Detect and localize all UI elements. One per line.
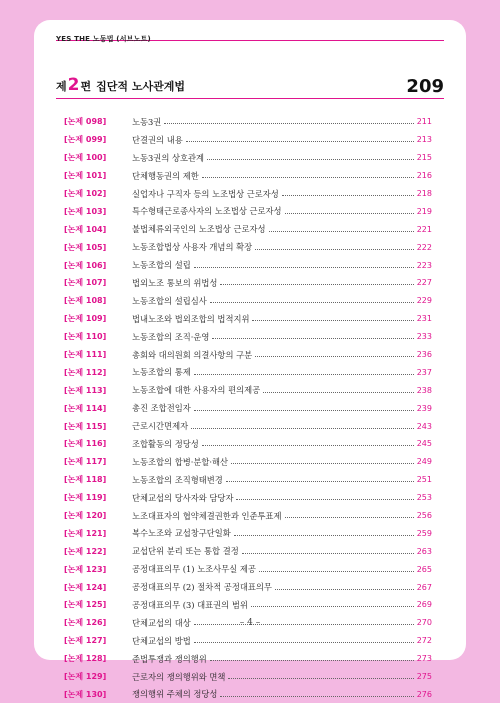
toc-entry-page: 221 [417,225,432,234]
toc-entry-page: 273 [417,654,432,663]
toc-entry-page: 213 [417,135,432,144]
toc-entry[interactable] [64,185,432,203]
toc-entry-number: [논제 118] [64,474,132,485]
toc-entry-number: [논제 127] [64,635,132,646]
toc-entry-page: 219 [417,207,432,216]
toc-entry-page: 215 [417,153,432,162]
toc-dot-leader [226,481,414,482]
chapter-page-number: 209 [406,76,444,98]
toc-entry-number: [논제 125] [64,599,132,610]
toc-entry-number: [논제 099] [64,134,132,145]
toc-entry-title: 단결권의 내용 [132,134,183,146]
toc-entry[interactable] [64,363,432,381]
toc-entry-number: [논제 111] [64,349,132,360]
chapter-prefix: 제 [56,78,67,94]
toc-entry-page: 243 [417,422,432,431]
toc-entry[interactable] [64,417,432,435]
toc-entry-page: 211 [417,117,432,126]
toc-dot-leader [202,445,414,446]
toc-entry-page: 239 [417,404,432,413]
toc-entry-title: 불법체류외국인의 노조법상 근로자성 [132,223,266,235]
toc-dot-leader [212,338,413,339]
toc-dot-leader [255,249,414,250]
toc-entry-title: 단체교섭의 대상 [132,617,191,629]
toc-entry-title: 노조대표자의 협약체결권한과 인준투표제 [132,510,282,522]
toc-entry-title: 실업자나 구직자 등의 노조법상 근로자성 [132,188,279,200]
toc-entry[interactable] [64,596,432,614]
toc-entry[interactable] [64,328,432,346]
toc-dot-leader [210,302,414,303]
toc-dot-leader [194,267,414,268]
toc-entry[interactable] [64,274,432,292]
toc-entry-page: 229 [417,296,432,305]
toc-dot-leader [252,320,413,321]
toc-entry[interactable] [64,256,432,274]
toc-entry-page: 259 [417,529,432,538]
toc-entry-page: 218 [417,189,432,198]
toc-entry-number: [논제 098] [64,116,132,127]
toc-entry-page: 263 [417,547,432,556]
toc-entry-number: [논제 115] [64,421,132,432]
toc-entry-number: [논제 106] [64,260,132,271]
running-head-text: YES THE 노동법 (서브노트) [56,35,151,43]
page-folio: – 4 – [34,618,466,628]
toc-entry[interactable] [64,578,432,596]
toc-entry-page: 269 [417,600,432,609]
chapter-suffix: 편 [80,78,91,94]
toc-entry-number: [논제 102] [64,188,132,199]
toc-dot-leader [220,696,413,697]
toc-entry-title: 복수노조와 교섭창구단일화 [132,527,231,539]
toc-entry-title: 단체교섭의 당사자와 담당자 [132,492,233,504]
toc-dot-leader [194,642,414,643]
toc-entry[interactable] [64,435,432,453]
toc-entry-page: 227 [417,278,432,287]
toc-entry-number: [논제 103] [64,206,132,217]
toc-entry-number: [논제 108] [64,295,132,306]
toc-entry-page: 236 [417,350,432,359]
toc-entry-page: 267 [417,583,432,592]
toc-entry-page: 265 [417,565,432,574]
toc-entry-number: [논제 130] [64,689,132,700]
toc-entry-number: [논제 119] [64,492,132,503]
toc-dot-leader [186,141,414,142]
toc-entry-title: 총진 조합전임자 [132,402,191,414]
chapter-heading [56,74,444,99]
toc-entry-title: 준법투쟁과 쟁의행위 [132,653,207,665]
toc-dot-leader [263,392,414,393]
toc-entry-title: 쟁의행위 주체의 정당성 [132,688,217,700]
toc-dot-leader [231,463,414,464]
toc-entry[interactable] [64,167,432,185]
toc-dot-leader [234,535,414,536]
toc-entry-title: 노동조합의 조직·운영 [132,331,209,343]
toc-entry-number: [논제 129] [64,671,132,682]
toc-entry-page: 253 [417,493,432,502]
toc-entry[interactable] [64,453,432,471]
toc-entry-number: [논제 128] [64,653,132,664]
toc-entry-title: 노동조합에 대한 사용자의 편의제공 [132,384,260,396]
chapter-name: 집단적 노사관계법 [96,78,185,94]
toc-dot-leader [228,678,413,679]
toc-entry-title: 노동조합의 통제 [132,366,191,378]
toc-entry-page: 222 [417,243,432,252]
toc-dot-leader [191,428,414,429]
toc-entry-number: [논제 107] [64,277,132,288]
toc-dot-leader [164,123,413,124]
toc-entry-title: 노동조합의 합병·분할·해산 [132,456,228,468]
toc-entry[interactable] [64,632,432,650]
toc-entry-page: 251 [417,475,432,484]
toc-entry[interactable] [64,524,432,542]
toc-entry-title: 근로자의 쟁의행위와 면책 [132,671,225,683]
toc-dot-leader [269,231,414,232]
toc-entry-title: 단체행동권의 제한 [132,170,199,182]
toc-entry[interactable] [64,113,432,131]
toc-dot-leader [207,159,414,160]
toc-entry-page: 272 [417,636,432,645]
toc-entry-page: 238 [417,386,432,395]
toc-entry-title: 노동3권의 상호관계 [132,152,204,164]
toc-dot-leader [251,606,414,607]
toc-entry[interactable] [64,131,432,149]
toc-entry-title: 교섭단위 분리 또는 통합 결정 [132,545,239,557]
toc-dot-leader [285,517,414,518]
toc-entry-title: 노동조합법상 사용자 개념의 확장 [132,241,252,253]
toc-entry-page: 249 [417,457,432,466]
toc-entry[interactable] [64,560,432,578]
toc-dot-leader [220,284,413,285]
toc-entry-number: [논제 126] [64,617,132,628]
toc-entry-number: [논제 100] [64,152,132,163]
toc-entry[interactable] [64,292,432,310]
toc-entry-number: [논제 105] [64,242,132,253]
table-of-contents [64,113,432,703]
toc-entry-title: 근로시간면제자 [132,420,188,432]
toc-entry[interactable] [64,238,432,256]
toc-entry-number: [논제 110] [64,331,132,342]
toc-entry[interactable] [64,149,432,167]
toc-entry-title: 법외노조 통보의 위법성 [132,277,217,289]
toc-entry-title: 노동조합의 조직형태변경 [132,474,223,486]
toc-dot-leader [242,553,414,554]
toc-entry-page: 216 [417,171,432,180]
toc-entry-number: [논제 121] [64,528,132,539]
toc-entry-number: [논제 124] [64,582,132,593]
document-page [34,20,466,660]
toc-dot-leader [202,177,414,178]
toc-entry-page: 270 [417,618,432,627]
toc-entry[interactable] [64,686,432,703]
toc-dot-leader [210,660,414,661]
toc-entry-page: 233 [417,332,432,341]
toc-dot-leader [259,571,414,572]
toc-entry[interactable] [64,310,432,328]
toc-dot-leader [282,195,414,196]
toc-entry-title: 공정대표의무 (1) 노조사무실 제공 [132,563,256,575]
toc-entry[interactable] [64,542,432,560]
toc-entry-number: [논제 113] [64,385,132,396]
toc-entry-title: 조합활동의 정당성 [132,438,199,450]
toc-entry[interactable] [64,381,432,399]
toc-entry[interactable] [64,650,432,668]
toc-entry-title: 총회와 대의원회 의결사항의 구분 [132,349,252,361]
toc-entry-number: [논제 101] [64,170,132,181]
toc-entry[interactable] [64,471,432,489]
toc-entry-title: 공정대표의무 (2) 절차적 공정대표의무 [132,581,272,593]
toc-entry-title: 단체교섭의 방법 [132,635,191,647]
toc-entry-number: [논제 109] [64,313,132,324]
toc-dot-leader [194,410,414,411]
toc-entry-title: 공정대표의무 (3) 대표권의 범위 [132,599,248,611]
toc-dot-leader [255,356,414,357]
toc-entry[interactable] [64,507,432,525]
toc-entry-page: 223 [417,261,432,270]
toc-entry-page: 276 [417,690,432,699]
toc-entry-number: [논제 120] [64,510,132,521]
toc-entry-page: 237 [417,368,432,377]
toc-entry[interactable] [64,489,432,507]
chapter-number: 2 [68,75,80,95]
toc-entry-title: 노동조합의 설립 [132,259,191,271]
toc-dot-leader [285,213,414,214]
toc-entry-page: 256 [417,511,432,520]
toc-dot-leader [236,499,413,500]
running-head [56,26,444,41]
toc-entry-title: 특수형태근로종사자의 노조법상 근로자성 [132,205,282,217]
toc-entry-number: [논제 123] [64,564,132,575]
toc-entry-page: 275 [417,672,432,681]
toc-dot-leader [275,589,414,590]
toc-entry-number: [논제 104] [64,224,132,235]
toc-entry[interactable] [64,399,432,417]
toc-entry-number: [논제 117] [64,456,132,467]
toc-entry-page: 245 [417,439,432,448]
toc-entry[interactable] [64,220,432,238]
toc-entry-number: [논제 116] [64,438,132,449]
toc-entry-page: 231 [417,314,432,323]
toc-entry[interactable] [64,668,432,686]
toc-entry-number: [논제 114] [64,403,132,414]
chapter-title [56,75,185,98]
toc-entry[interactable] [64,346,432,364]
toc-entry-number: [논제 112] [64,367,132,378]
toc-entry-title: 노동조합의 설립심사 [132,295,207,307]
toc-entry-title: 법내노조와 법외조합의 법적지위 [132,313,249,325]
toc-entry-number: [논제 122] [64,546,132,557]
toc-entry[interactable] [64,202,432,220]
toc-dot-leader [194,374,414,375]
toc-entry-title: 노동3권 [132,116,161,128]
